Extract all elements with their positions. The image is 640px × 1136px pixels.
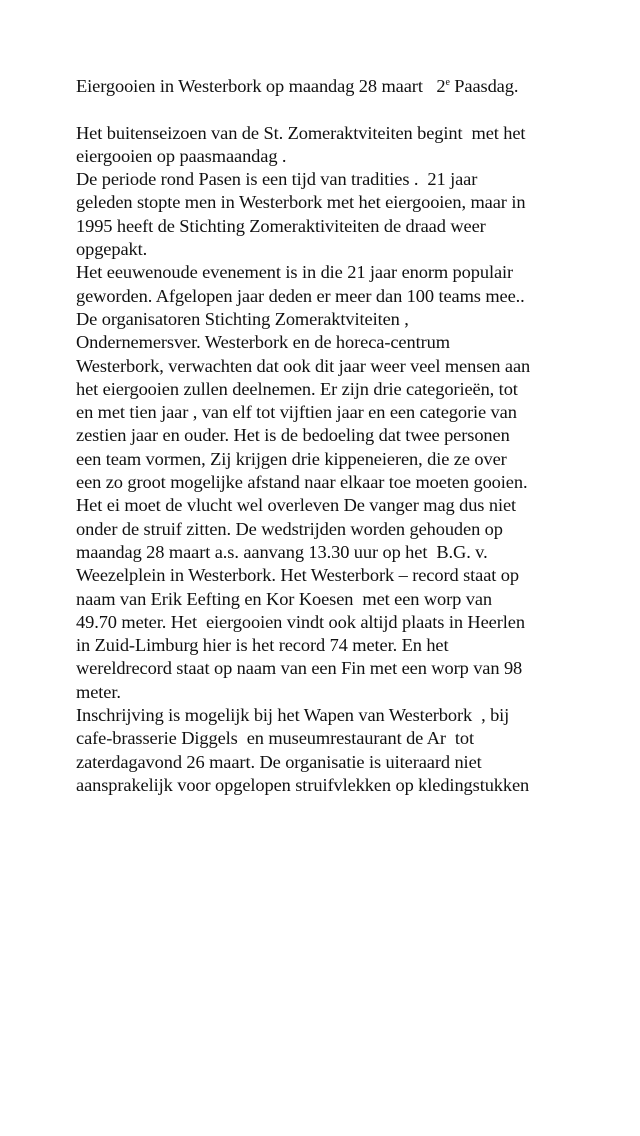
text-line: De periode rond Pasen is een tijd van tradities . 21 jaar bbox=[76, 169, 478, 190]
text-line: wereldrecord staat op naam van een Fin met een worp van 98 bbox=[76, 658, 523, 679]
text-line: en met tien jaar , van elf tot vijftien jaar en een categorie van bbox=[76, 402, 517, 423]
text-line: aansprakelijk voor opgelopen struifvlekken op kledingstukken bbox=[76, 774, 530, 795]
paragraph-lines bbox=[76, 122, 636, 798]
text-line: cafe-brasserie Diggels en museumrestaurant de Ar tot bbox=[76, 728, 475, 749]
blank-line bbox=[76, 98, 636, 121]
title-text: Eiergooien in Westerbork op maandag 28 maart 2 bbox=[76, 76, 446, 96]
text-line: onder de struif zitten. De wedstrijden worden gehouden op bbox=[76, 518, 503, 539]
document-title bbox=[76, 75, 636, 98]
text-line: een team vormen, Zij krijgen drie kippeneieren, die ze over bbox=[76, 448, 507, 469]
text-line: zaterdagavond 26 maart. De organisatie is uiteraard niet bbox=[76, 751, 482, 772]
title-superscript: e bbox=[445, 77, 450, 88]
document-body bbox=[76, 75, 636, 797]
text-line: naam van Erik Eefting en Kor Koesen met een worp van bbox=[76, 588, 493, 609]
text-line: Inschrijving is mogelijk bij het Wapen van Westerbork , bij bbox=[76, 705, 510, 726]
text-line: zestien jaar en ouder. Het is de bedoeling dat twee personen bbox=[76, 425, 510, 446]
text-line: Het buitenseizoen van de St. Zomeraktviteiten begint met het bbox=[76, 122, 526, 143]
text-line: geworden. Afgelopen jaar deden er meer dan 100 teams mee.. bbox=[76, 285, 525, 306]
text-line: 1995 heeft de Stichting Zomeraktiviteiten de draad weer bbox=[76, 215, 486, 236]
text-line: Het eeuwenoude evenement is in die 21 jaar enorm populair bbox=[76, 262, 514, 283]
text-line: Westerbork, verwachten dat ook dit jaar weer veel mensen aan bbox=[76, 355, 531, 376]
text-line: in Zuid-Limburg hier is het record 74 meter. En het bbox=[76, 635, 449, 656]
text-line: Weezelplein in Westerbork. Het Westerbork – record staat op bbox=[76, 565, 519, 586]
text-line: meter. bbox=[76, 681, 121, 702]
text-line: eiergooien op paasmaandag . bbox=[76, 145, 287, 166]
text-line: Het ei moet de vlucht wel overleven De vanger mag dus niet bbox=[76, 495, 517, 516]
text-line: De organisatoren Stichting Zomeraktviteiten , bbox=[76, 308, 409, 329]
text-line: geleden stopte men in Westerbork met het eiergooien, maar in bbox=[76, 192, 526, 213]
text-line: 49.70 meter. Het eiergooien vindt ook altijd plaats in Heerlen bbox=[76, 611, 525, 632]
text-line: het eiergooien zullen deelnemen. Er zijn drie categorieën, tot bbox=[76, 378, 518, 399]
text-line: Ondernemersver. Westerbork en de horeca-centrum bbox=[76, 332, 450, 353]
text-line: opgepakt. bbox=[76, 239, 148, 260]
title-text-end: Paasdag. bbox=[449, 76, 519, 96]
text-line: maandag 28 maart a.s. aanvang 13.30 uur op het B.G. v. bbox=[76, 541, 488, 562]
text-line: een zo groot mogelijke afstand naar elkaar toe moeten gooien. bbox=[76, 472, 528, 493]
